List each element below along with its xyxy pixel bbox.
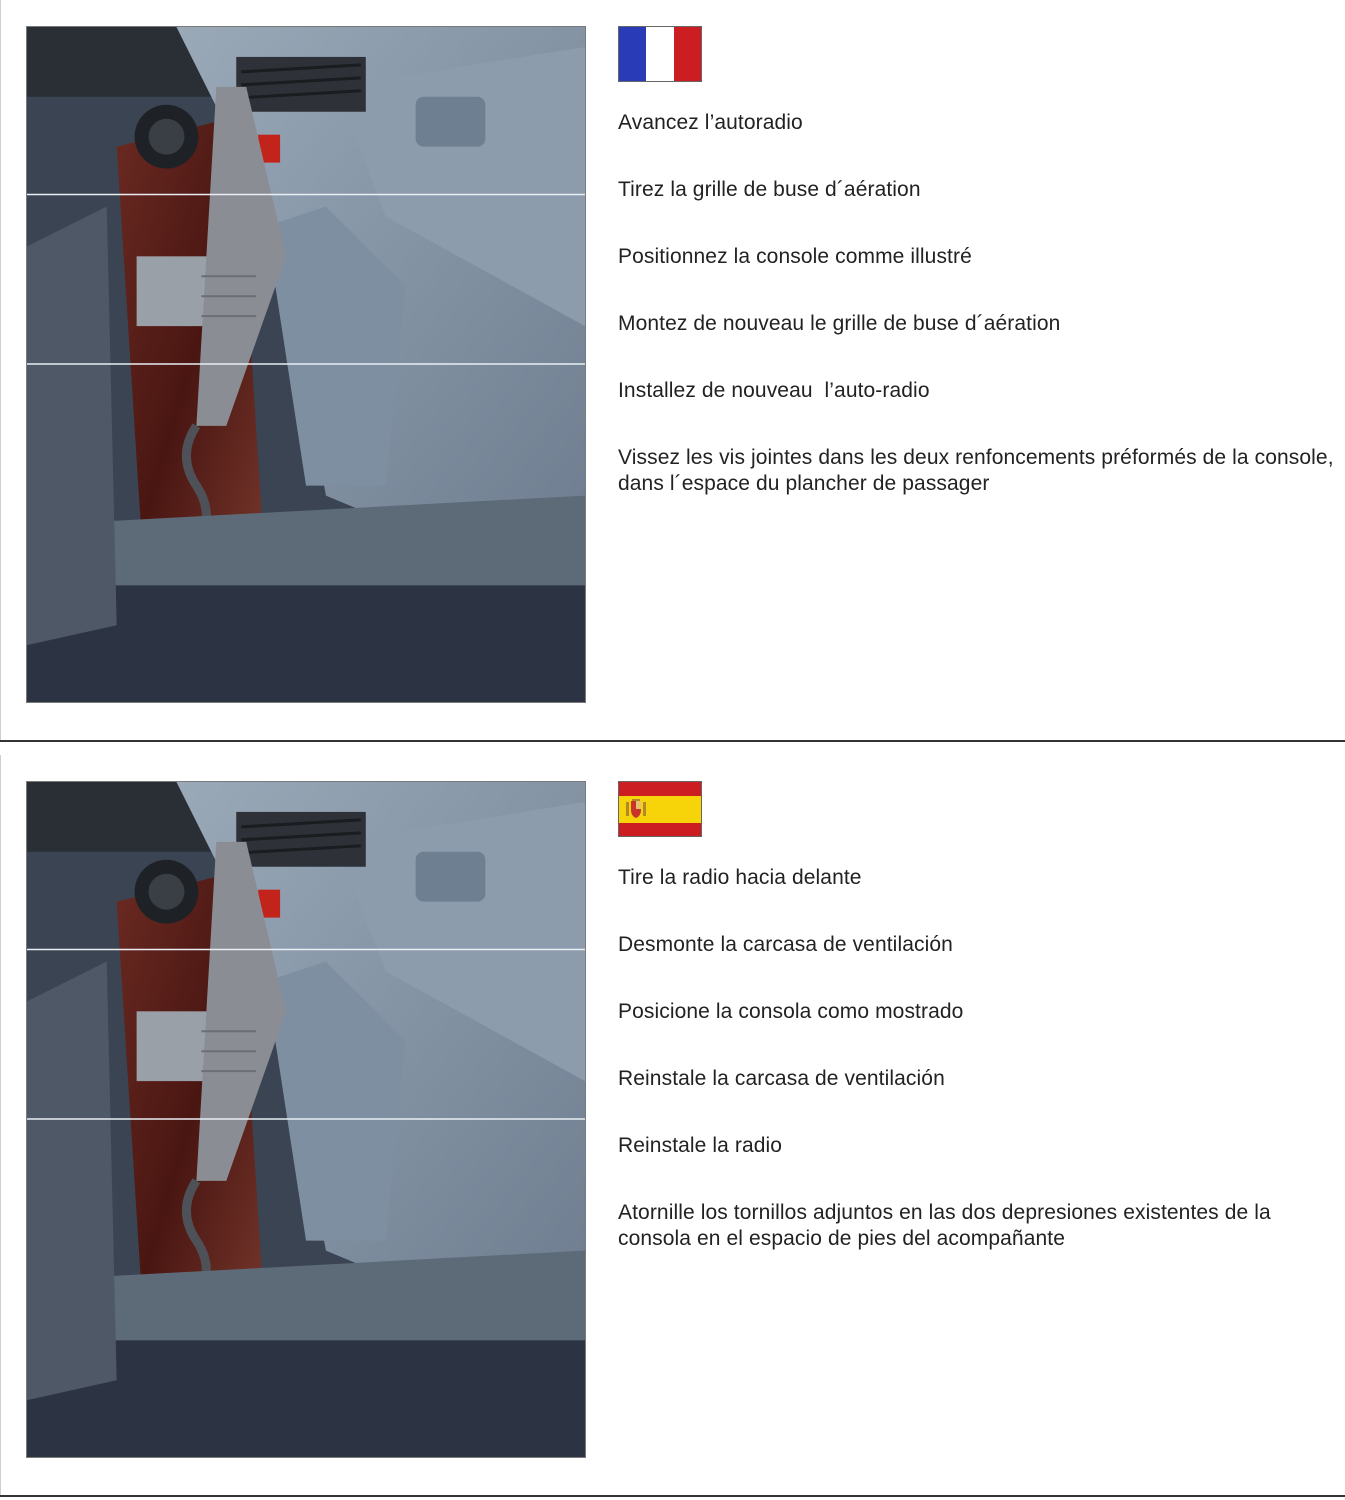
car-console-photo [26,781,586,1458]
flag-band-red [619,782,701,796]
instruction-step: Montez de nouveau le grille de buse d´aération [618,312,1061,335]
flag-band-white [646,27,673,81]
flag-band-blue [619,27,646,81]
instruction-step: Tire la radio hacia delante [618,866,862,889]
section-divider [0,1495,1345,1497]
instruction-step: Atornille los tornillos adjuntos en las dos depresiones existentes de la consola en el espacio de pies del acompañante [618,1201,1277,1250]
instruction-step: Reinstale la carcasa de ventilación [618,1067,945,1090]
coat-of-arms-icon [625,798,647,820]
left-border [0,755,1,1495]
instruction-step: Positionnez la console comme illustré [618,245,972,268]
car-console-photo [26,26,586,703]
instruction-step: Posicione la consola como mostrado [618,1000,964,1023]
instruction-step: Vissez les vis jointes dans les deux renfoncements préformés de la console, dans l´espace du plancher de passager [618,446,1340,495]
instruction-step: Avancez l’autoradio [618,111,803,134]
section-divider [0,740,1345,742]
instruction-section-french [0,0,1345,740]
instruction-step: Installez de nouveau l’auto-radio [618,379,930,402]
instruction-list-french [618,110,1338,538]
instruction-step: Reinstale la radio [618,1134,783,1157]
spanish-flag-icon [618,781,702,837]
flag-band-yellow [619,796,701,823]
french-flag-icon [618,26,702,82]
instruction-section-spanish [0,755,1345,1495]
left-border [0,0,1,740]
instruction-step: Desmonte la carcasa de ventilación [618,933,953,956]
flag-band-red [674,27,701,81]
instruction-step: Tirez la grille de buse d´aération [618,178,921,201]
flag-band-red [619,823,701,837]
instruction-list-spanish [618,865,1338,1293]
